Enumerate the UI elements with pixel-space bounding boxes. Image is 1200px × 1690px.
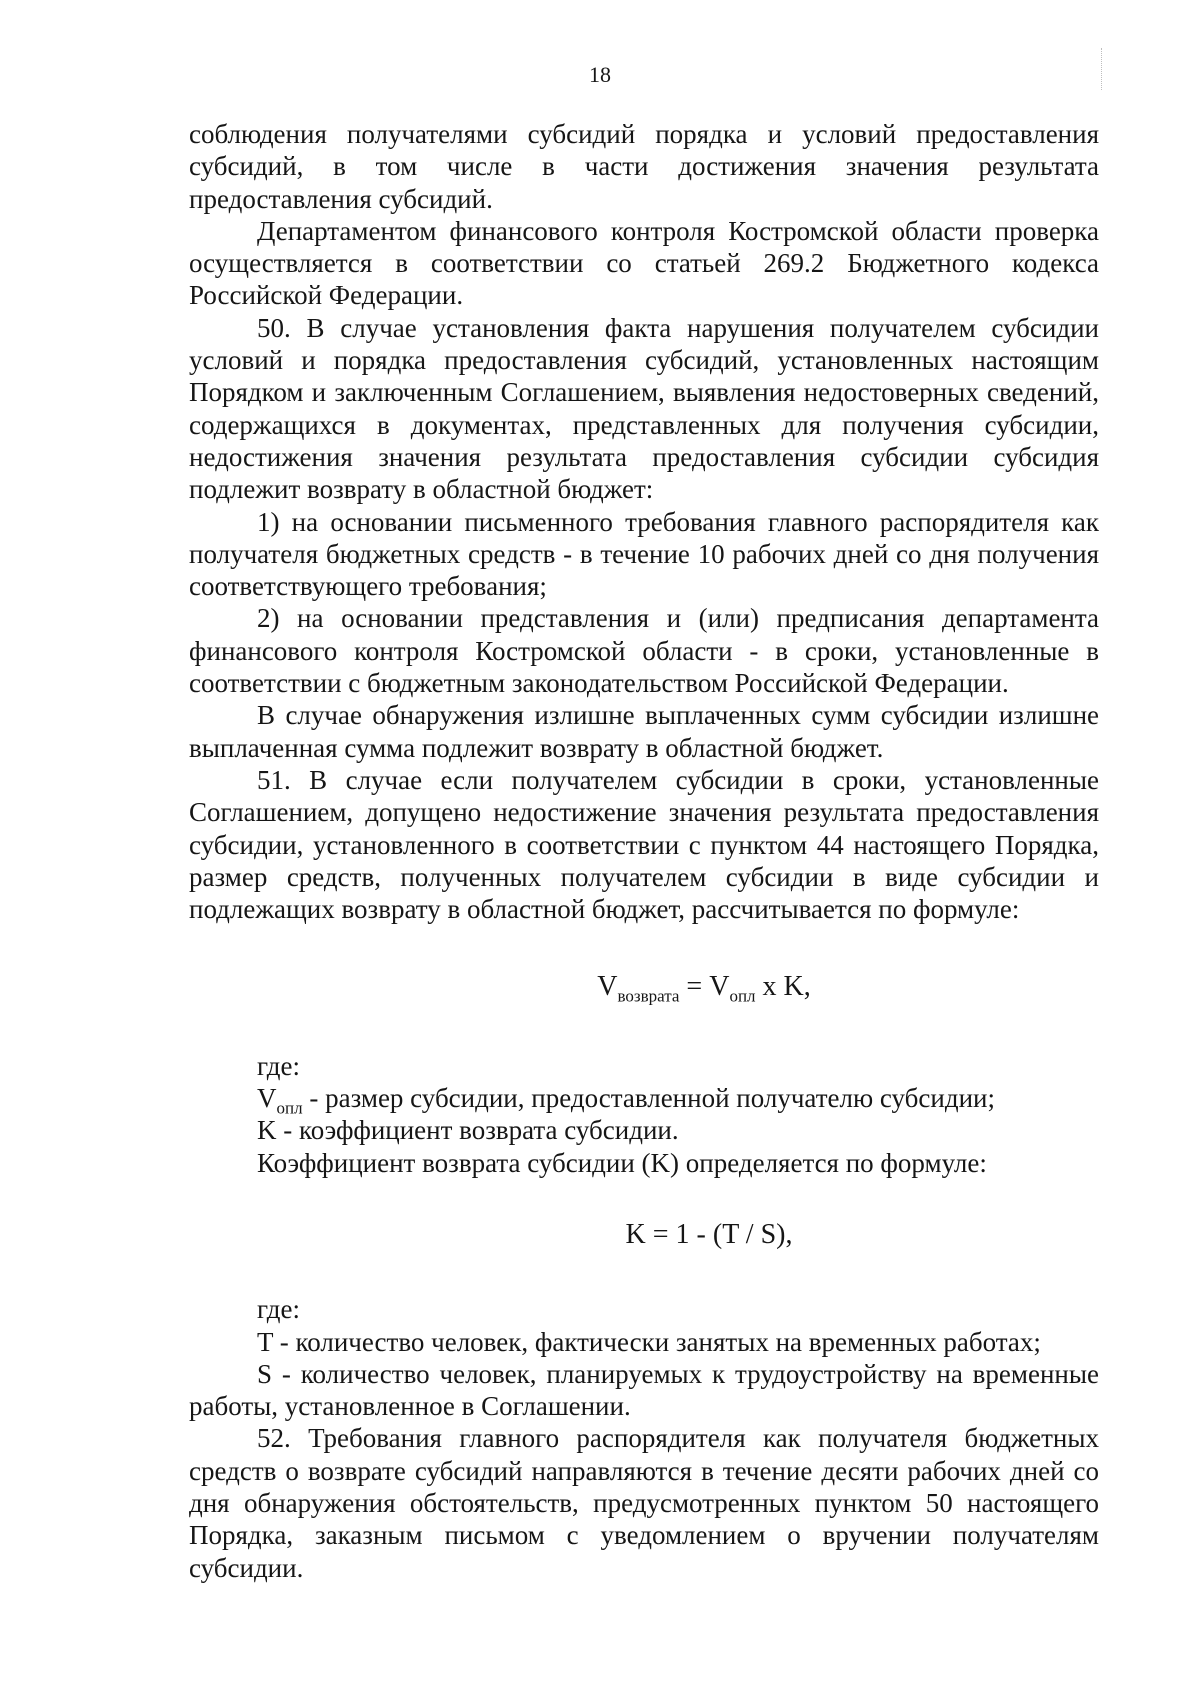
paragraph-clause-50-item-1: 1) на основании письменного требования главного распорядителя как получателя бюджетных средств - в течение 10 рабочих дней со дня получения соответствующего требования;: [189, 506, 1099, 602]
definition-s: S - количество человек, планируемых к трудоустройству на временные работы, установленное в Соглашении.: [189, 1358, 1099, 1422]
paragraph-inspection: Департаментом финансового контроля Костромской области проверка осуществляется в соответствии со статьей 269.2 Бюджетного кодекса Российской Федерации.: [189, 215, 1099, 311]
formula-coefficient: K = 1 - (T / S),: [625, 1218, 793, 1250]
page-number: 18: [589, 62, 611, 87]
paragraph-continuation: соблюдения получателями субсидий порядка и условий предоставления субсидий, в том числе в части достижения значения результата предоставления субсидий.: [189, 119, 1099, 214]
definition-k: K - коэффициент возврата субсидии.: [257, 1115, 679, 1146]
where-label: где:: [257, 1050, 300, 1081]
definition-v: $V_{опл}$ - размер субсидии, предоставленной получателю субсидии;: [257, 1083, 995, 1118]
paragraph-clause-50-item-2: 2) на основании представления и (или) предписания департамента финансового контроля Костромской области - в сроки, установленные в соответствии с бюджетным законодательством Российской Федерации.: [189, 603, 1099, 699]
coefficient-intro: Коэффициент возврата субсидии (K) определяется по формуле:: [257, 1147, 987, 1178]
paragraph-clause-50: 50. В случае установления факта нарушения получателем субсидии условий и порядка предоставления субсидий, установленных настоящим Порядком и заключенным Соглашением, выявления недостоверных сведений, содержащихся в документах, представленных для получения субсидии, недостижения значения результата предоставления субсидии субсидия подлежит возврату в областной бюджет:: [189, 312, 1099, 505]
paragraph-overpayment: В случае обнаружения излишне выплаченных сумм субсидии излишне выплаченная сумма подлежит возврату в областной бюджет.: [189, 700, 1099, 763]
definition-t: T - количество человек, фактически занятых на временных работах;: [257, 1326, 1041, 1357]
where-label-2: где:: [257, 1294, 300, 1325]
paragraph-clause-52: 52. Требования главного распорядителя как получателя бюджетных средств о возврате субсидий направляются в течение десяти рабочих дней со дня обнаружения обстоятельств, предусмотренных пунктом 50 настоящего Порядка, заказным письмом с уведомлением о вручении получателям субсидии.: [189, 1423, 1099, 1583]
formula-return-amount: $V_{возврата} = V_{опл}$ x K,: [597, 971, 811, 1007]
paragraph-clause-51: 51. В случае если получателем субсидии в сроки, установленные Соглашением, допущено недостижение значения результата предоставления субсидии, установленного в соответствии с пунктом 44 настоящего Порядка, размер средств, полученных получателем субсидии в виде субсидии и подлежащих возврату в областной бюджет, рассчитывается по формуле:: [189, 764, 1099, 925]
document-body: [189, 118, 1099, 1584]
